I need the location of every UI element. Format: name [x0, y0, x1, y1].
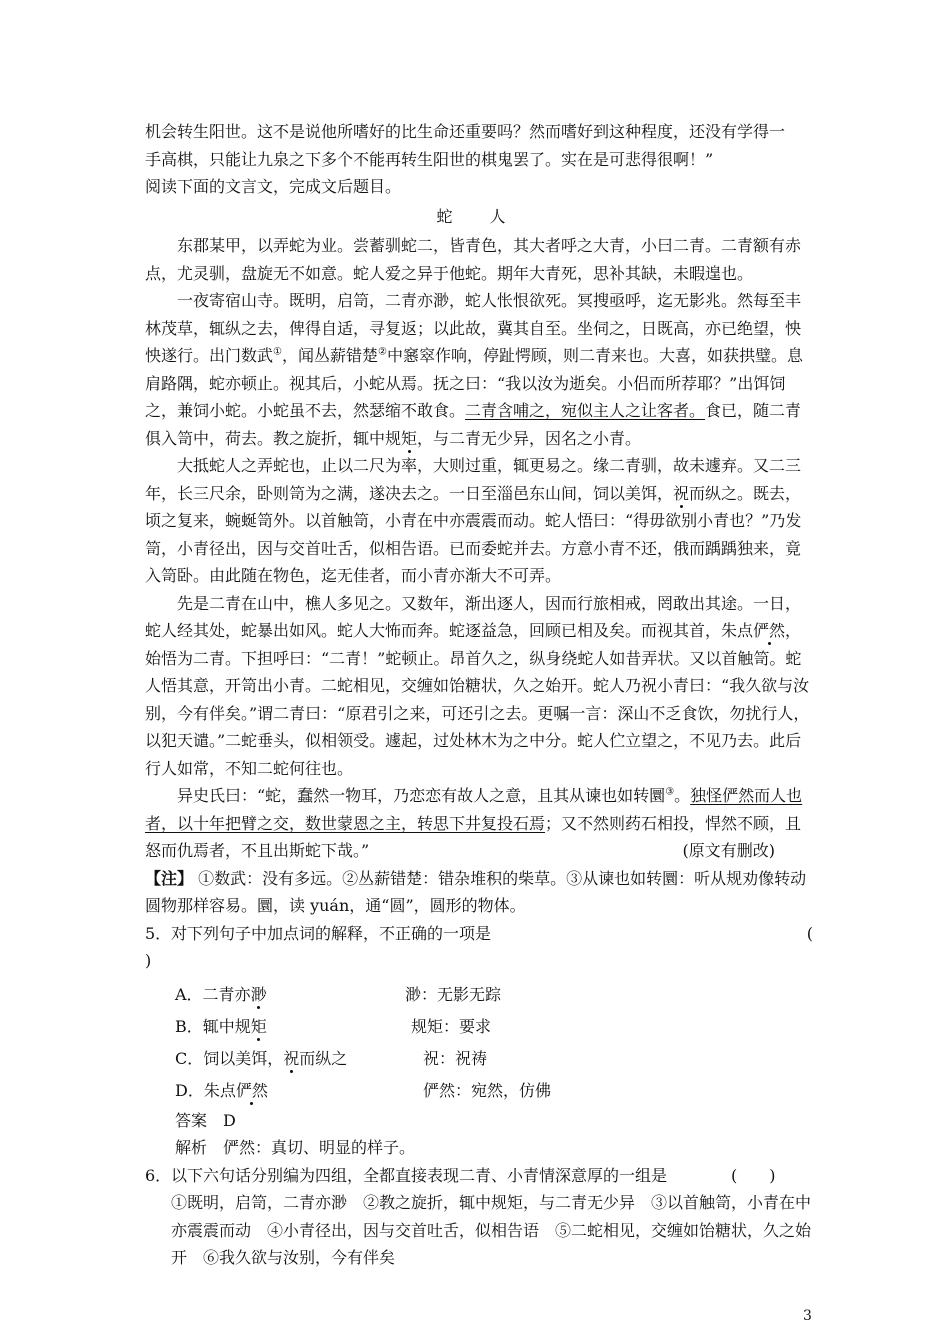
intro-line-2: 手高棋，只能让九泉之下多个不能再转生阳世的棋鬼罢了。实在是可悲得很啊！”	[145, 149, 714, 169]
question-6-items: ①既明，启笥，二青亦渺 ②教之旋折，辄中规矩，与二青无少异 ③以首触笥，小青在中亦震震而动 ④小青径出，因与交首吐舌，似相告语 ⑤二蛇相见，交缠如饴糖状，久之始开 ⑥我久欲与汝别，今有伴矣	[171, 1193, 812, 1267]
footnote-ref-3: ③	[665, 786, 675, 798]
question-text: 以下六句话分别编为四组，全都直接表现二青、小青情深意厚的一组是	[171, 1165, 668, 1185]
passage-paragraph-3: 大抵蛇人之弄蛇也，止以二尺为率，大则过重，辄更易之。缘二青驯，故未遽弃。又二三年，长三尺余，卧则笥为之满，遂决去之。一日至淄邑东山间，饲以美饵，祝而纵之。既去，顷之复来，蜿蜒笥外。以首触笥，小青在中亦震震而动。蛇人悟曰：“得毋欲别小青也？”乃发笥，小青径出，因与交首吐舌，似相告语。已而委蛇并去。方意小青不还，俄而踽踽独来，竟入笥卧。由此随在物色，迄无佳者，而小青亦渐大不可弄。	[145, 456, 802, 585]
question-number: 6．	[145, 1165, 172, 1185]
footnote-ref-1: ①	[273, 346, 282, 358]
question-6	[145, 1162, 813, 1190]
underlined-sentence-2: 独怪俨然而人也者，以十年把臂之交，数世蒙恩之主，转思下井复投石焉	[145, 786, 803, 833]
option-list	[145, 979, 813, 1107]
annotation-label: 【注】	[145, 868, 194, 888]
source-note: (原文有删改)	[682, 841, 775, 860]
dotted-word: 矩	[401, 428, 418, 448]
passage-paragraph-2: 一夜寄宿山寺。既明，启笥，二青亦渺，蛇人怅恨欲死。冥搜亟呼，迄无影兆。然每至丰林茂草，辄纵之去，俾得自适，寻复返；以此故，冀其自至。坐伺之，日既高，亦已绝望，怏怏遂行。出门数武①，闻丛薪错楚②中窸窣作响，停趾愕顾，则二青来也。大喜，如获拱璧。息肩路隅，蛇亦顿止。视其后，小蛇从焉。抚之曰：“我以汝为逝矣。小侣而所荐耶？”出饵饲之，兼饲小蛇。小蛇虽不去，然瑟缩不敢食。二青含哺之，宛似主人之让客者。食已，随二青俱入笥中，荷去。教之旋折，辄中规矩，与二青无少异，因名之小青。	[145, 291, 803, 448]
answer-paren-open: (	[806, 923, 813, 943]
dotted-word: 渺	[250, 984, 267, 1004]
question-text: 对下列句子中加点词的解释，不正确的一项是	[171, 923, 492, 943]
option-b[interactable]: B．辄中规矩 规矩：要求	[175, 1011, 813, 1043]
answer-paren-close: )	[145, 951, 152, 970]
question-5	[145, 920, 813, 948]
passage-paragraph-5: 异史氏曰：“蛇，蠢然一物耳，乃恋恋有故人之意，且其从谏也如转圜③。独怪俨然而人也者，以十年把臂之交，数世蒙恩之主，转思下井复投石焉；又不然则药石相投，悍然不顾，且怒而仇焉者，不且出斯蛇下哉。” (原文有删改)	[145, 782, 813, 865]
question-number: 5．	[145, 923, 172, 943]
page-content	[145, 118, 813, 1272]
passage-title: 蛇 人	[436, 206, 522, 226]
dotted-word: 俨然	[753, 621, 786, 640]
intro-line-1: 机会转生阳世。这不是说他所嗜好的比生命还重要吗？然而嗜好到这种程度，还没有学得一	[145, 122, 786, 141]
page-number: 3	[803, 1308, 812, 1324]
dotted-word: 俨然	[235, 1080, 268, 1100]
dotted-word: 祝	[283, 1048, 300, 1068]
dotted-word: 祝	[673, 483, 690, 503]
annotation-note	[145, 865, 813, 920]
answer-paren: ( )	[731, 1165, 776, 1185]
option-gloss: 规矩：要求	[411, 1016, 492, 1036]
dotted-word: 矩	[250, 1016, 267, 1036]
answer-line: 答案 D	[175, 1110, 236, 1130]
option-gloss: 俨然：宛然，仿佛	[423, 1080, 552, 1100]
analysis-line: 解析 俨然：真切、明显的样子。	[175, 1138, 416, 1157]
option-d[interactable]: D．朱点俨然 俨然：宛然，仿佛	[175, 1075, 813, 1107]
underlined-sentence-1: 二青含哺之，宛似主人之让客者。	[465, 401, 706, 420]
passage-paragraph-4: 先是二青在山中，樵人多见之。又数年，渐出逐人，因而行旅相戒，罔敢出其途。一日，蛇人经其处，蛇暴出如风。蛇人大怖而奔。蛇逐益急，回顾已相及矣。而视其首，朱点俨然，始悟为二青。下担呼曰：“二青！”蛇顿止。昂首久之，纵身绕蛇人如昔弄状。又以首触笥。蛇人悟其意，开笥出小青。二蛇相见，交缠如饴糖状，久之始开。蛇人乃祝小青曰：“我久欲与汝别，今有伴矣。”谓二青曰：“原君引之来，可还引之去。更嘱一言：深山不乏食饮，勿扰行人，以犯天谴。”二蛇垂头，似相领受。遽起，过处林木为之中分。蛇人伫立望之，不见乃去。此后行人如常，不知二蛇何往也。	[145, 593, 810, 778]
option-a[interactable]: A．二青亦渺 渺：无影无踪	[175, 979, 813, 1011]
footnote-ref-2: ②	[378, 346, 387, 358]
reading-instruction: 阅读下面的文言文，完成文后题目。	[145, 177, 402, 196]
passage-paragraph-1: 东郡某甲，以弄蛇为业。尝蓄驯蛇二，皆青色，其大者呼之大青，小曰二青。二青额有赤点，尤灵驯，盘旋无不如意。蛇人爱之异于他蛇。期年大青死，思补其缺，未暇遑也。	[145, 236, 802, 283]
annotation-text: ①数武：没有多远。②丛薪错楚：错杂堆积的柴草。③从谏也如转圜：听从规劝像转动圆物那样容易。圜，读 yuán，通“圆”，圆形的物体。	[145, 868, 807, 915]
option-c[interactable]: C．饲以美饵，祝而纵之 祝：祝祷	[175, 1043, 813, 1075]
option-gloss: 祝：祝祷	[423, 1048, 488, 1068]
option-gloss: 渺：无影无踪	[405, 984, 502, 1004]
